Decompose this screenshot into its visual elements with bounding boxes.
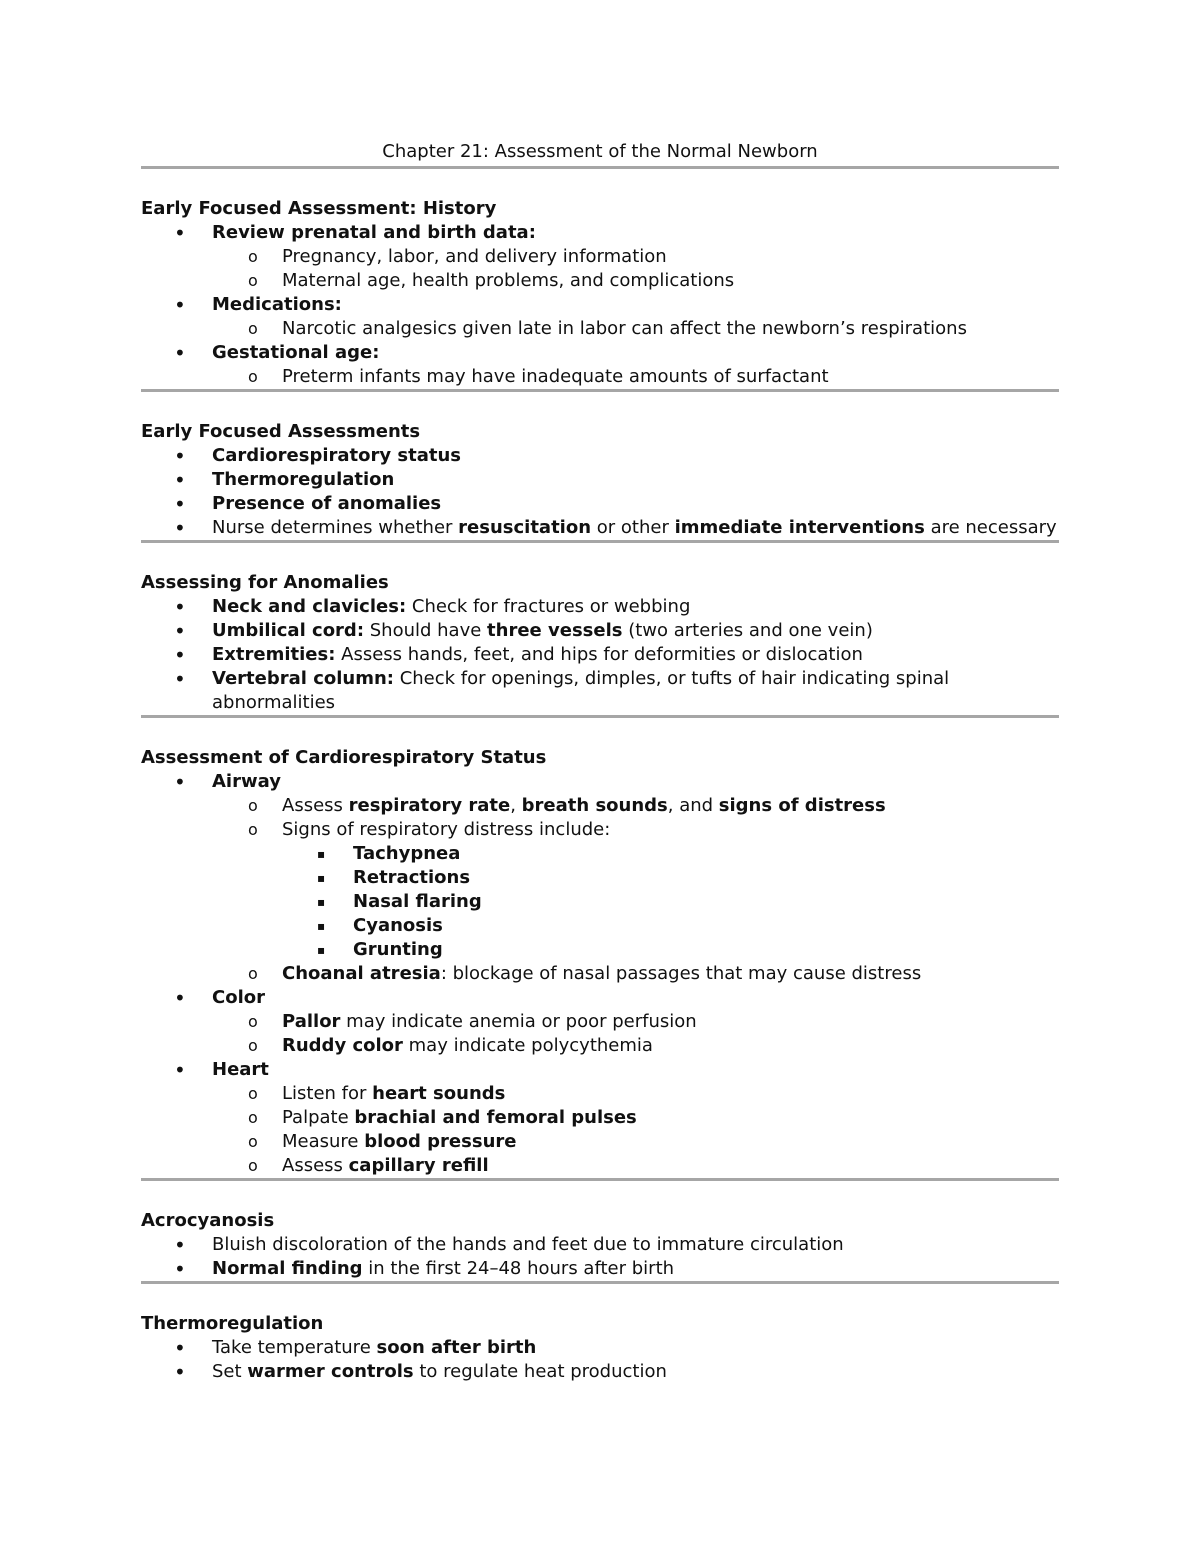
bullet-icon: • xyxy=(174,1336,186,1360)
bullet-icon: • xyxy=(174,1058,186,1082)
sub-sub-list-item: ▪ Nasal flaring xyxy=(317,891,482,912)
list-item: • Bluish discoloration of the hands and feet due to immature circulation xyxy=(174,1233,844,1257)
divider xyxy=(141,1178,1059,1181)
bullet-icon: • xyxy=(174,770,186,794)
section-heading: Assessing for Anomalies xyxy=(141,572,389,593)
square-bullet-icon: ▪ xyxy=(317,943,326,957)
section-heading: Early Focused Assessment: History xyxy=(141,198,497,219)
square-bullet-icon: ▪ xyxy=(317,919,326,933)
section-history xyxy=(141,197,1059,392)
list-item: • Take temperature soon after birth xyxy=(174,1336,537,1360)
circle-bullet-icon: o xyxy=(248,367,258,386)
circle-bullet-icon: o xyxy=(248,1132,258,1151)
circle-bullet-icon: o xyxy=(248,1156,258,1175)
divider xyxy=(141,166,1059,169)
list-item: • Neck and clavicles: Check for fractures or webbing xyxy=(174,595,691,619)
section-focused xyxy=(141,420,1059,543)
list-item: • Presence of anomalies xyxy=(174,492,442,516)
sub-sub-list-item: ▪ Cyanosis xyxy=(317,915,443,936)
sub-list-item: o Pregnancy, labor, and delivery information xyxy=(248,246,667,267)
sub-list-item: o Palpate brachial and femoral pulses xyxy=(248,1107,637,1128)
list-item: • Medications: xyxy=(174,293,342,317)
bullet-icon: • xyxy=(174,468,186,492)
divider xyxy=(141,389,1059,392)
section-thermoregulation xyxy=(141,1312,1059,1384)
sub-list-item: o Preterm infants may have inadequate amounts of surfactant xyxy=(248,366,829,387)
list-item: • Color xyxy=(174,986,265,1010)
divider xyxy=(141,715,1059,718)
sub-list-item: o Maternal age, health problems, and complications xyxy=(248,270,735,291)
circle-bullet-icon: o xyxy=(248,1036,258,1055)
sub-list-item: o Assess respiratory rate, breath sounds, and signs of distress xyxy=(248,795,886,816)
square-bullet-icon: ▪ xyxy=(317,871,326,885)
bullet-icon: • xyxy=(174,492,186,516)
bullet-icon: • xyxy=(174,1233,186,1257)
section-heading: Acrocyanosis xyxy=(141,1210,275,1231)
section-heading: Early Focused Assessments xyxy=(141,421,421,442)
divider xyxy=(141,540,1059,543)
bullet-icon: • xyxy=(174,986,186,1010)
list-item: • Vertebral column: Check for openings, dimples, or tufts of hair indicating spinal xyxy=(174,667,950,691)
list-item: • Cardiorespiratory status xyxy=(174,444,461,468)
bullet-icon: • xyxy=(174,643,186,667)
circle-bullet-icon: o xyxy=(248,1084,258,1103)
section-anomalies xyxy=(141,571,1059,718)
circle-bullet-icon: o xyxy=(248,796,258,815)
bullet-icon: • xyxy=(174,341,186,365)
document-page xyxy=(141,139,1059,1384)
bullet-icon: • xyxy=(174,293,186,317)
bullet-icon: • xyxy=(174,667,186,691)
divider xyxy=(141,1281,1059,1284)
section-heading: Thermoregulation xyxy=(141,1313,324,1334)
list-item: • Set warmer controls to regulate heat production xyxy=(174,1360,667,1384)
sub-list-item: o Signs of respiratory distress include: xyxy=(248,819,611,840)
bullet-icon: • xyxy=(174,619,186,643)
sub-list-item: o Measure blood pressure xyxy=(248,1131,517,1152)
list-item: • Airway xyxy=(174,770,281,794)
sub-list-item: o Narcotic analgesics given late in labor can affect the newborn’s respirations xyxy=(248,318,967,339)
bullet-icon: • xyxy=(174,1257,186,1281)
list-item: • Gestational age: xyxy=(174,341,380,365)
sub-sub-list-item: ▪ Tachypnea xyxy=(317,843,461,864)
square-bullet-icon: ▪ xyxy=(317,847,326,861)
bullet-icon: • xyxy=(174,595,186,619)
circle-bullet-icon: o xyxy=(248,319,258,338)
circle-bullet-icon: o xyxy=(248,1012,258,1031)
page-title: Chapter 21: Assessment of the Normal Newborn xyxy=(382,141,818,162)
section-cardiorespiratory xyxy=(141,746,1059,1181)
circle-bullet-icon: o xyxy=(248,964,258,983)
circle-bullet-icon: o xyxy=(248,1108,258,1127)
section-heading: Assessment of Cardiorespiratory Status xyxy=(141,747,547,768)
sub-list-item: o Choanal atresia: blockage of nasal passages that may cause distress xyxy=(248,963,922,984)
circle-bullet-icon: o xyxy=(248,247,258,266)
list-item: • Heart xyxy=(174,1058,269,1082)
list-item-continuation: abnormalities xyxy=(212,692,336,713)
list-item: • Review prenatal and birth data: xyxy=(174,221,536,245)
sub-list-item: o Pallor may indicate anemia or poor perfusion xyxy=(248,1011,697,1032)
list-item: • Extremities: Assess hands, feet, and hips for deformities or dislocation xyxy=(174,643,863,667)
bullet-icon: • xyxy=(174,516,186,540)
sub-sub-list-item: ▪ Grunting xyxy=(317,939,443,960)
sub-list-item: o Ruddy color may indicate polycythemia xyxy=(248,1035,653,1056)
sub-sub-list-item: ▪ Retractions xyxy=(317,867,471,888)
circle-bullet-icon: o xyxy=(248,271,258,290)
bullet-icon: • xyxy=(174,221,186,245)
list-item: • Thermoregulation xyxy=(174,468,395,492)
section-acrocyanosis xyxy=(141,1209,1059,1284)
sub-list-item: o Assess capillary refill xyxy=(248,1155,489,1176)
bullet-icon: • xyxy=(174,444,186,468)
sub-list-item: o Listen for heart sounds xyxy=(248,1083,506,1104)
square-bullet-icon: ▪ xyxy=(317,895,326,909)
list-item: • Normal finding in the first 24–48 hours after birth xyxy=(174,1257,675,1281)
list-item: • Umbilical cord: Should have three vessels (two arteries and one vein) xyxy=(174,619,873,643)
bullet-icon: • xyxy=(174,1360,186,1384)
list-item: • Nurse determines whether resuscitation or other immediate interventions are necessary xyxy=(174,516,1057,540)
circle-bullet-icon: o xyxy=(248,820,258,839)
